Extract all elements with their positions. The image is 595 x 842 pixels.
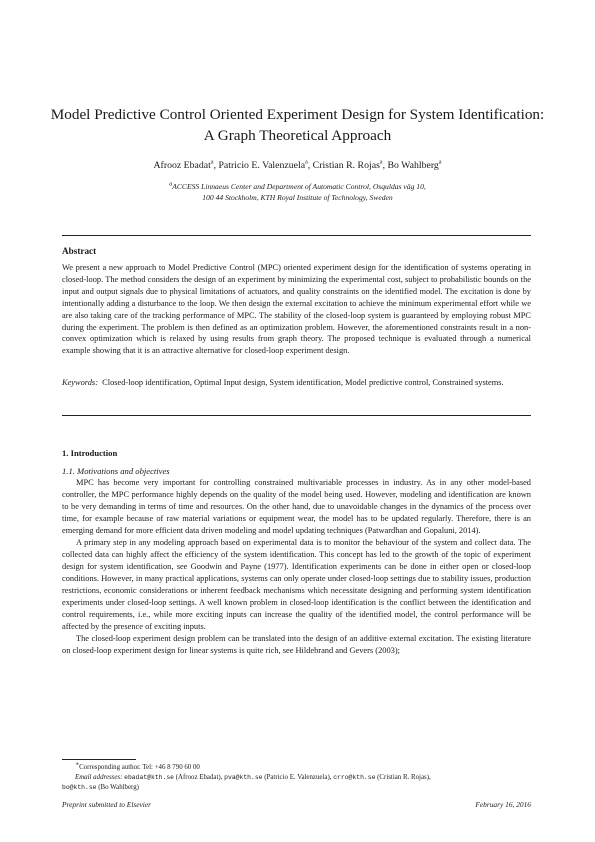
section-body [62,477,531,657]
footer-date: February 16, 2016 [475,800,531,809]
paper-title-line-2: A Graph Theoretical Approach [203,127,392,144]
section-heading: 1. Introduction [62,448,118,458]
abstract-bottom-rule [62,415,531,416]
keywords-text: Closed-loop identification, Optimal Input design, System identification, Model predictive control, Constrained systems. [102,378,504,387]
abstract-heading: Abstract [62,246,97,256]
author-affiliation-mark: a [305,159,308,166]
body-paragraph: The closed-loop experiment design problem can be translated into the design of an additive external excitation. The existing literature on closed-loop experiment design for linear systems is quite rich, see Hildebrand and Gevers (2003); [62,634,531,655]
author-name: Patricio E. Valenzuela [218,160,306,171]
body-paragraph: A primary step in any modeling approach based on experimental data is to monitor the behaviour of the system and collect data. The collected data can highly affect the efficiency of the system identification. This concept has led to the growth of the topic of experiment design for system identification, see Goodwin and Payne (1977). Identification experiments can be done in either open or closed-loop conditions. However, in many practical applications, systems can only operate under closed-loop settings due to stability issues, production restrictions, economic considerations or inherent feedback mechanisms which necessitate designing and performing system identification experiments under closed-loop settings. A well known problem in closed-loop identification is the conflict between the identification and control requirements, i.e., while more exciting inputs can increase the quality of the identified model, the control performance will be affected by the presence of exciting inputs. [62,538,531,631]
paper-title [40,104,555,146]
keywords [62,377,531,389]
footer-left: Preprint submitted to Elsevier [62,800,152,809]
email-owner: (Cristian R. Rojas), [377,773,431,781]
corresponding-author-note: ∗Corresponding author. Tel: +46 8 790 60 00 [75,761,200,771]
email-addresses [62,773,531,783]
email-addresses-continued [62,784,139,791]
author-affiliation-mark: a [210,159,214,166]
author-name: Afrooz Ebadat [153,160,211,171]
footnote-mark: ∗ [75,761,80,768]
author-list: Afrooz Ebadat$^a$, Patricio E. Valenzuela$^a$, Cristian R. Rojas$^a$, Bo Wahlberg$^a$ [153,159,442,171]
subsection-heading: 1.1. Motivations and objectives [62,466,170,476]
email-link[interactable]: bo@kth.se [62,783,97,791]
email-owner: (Afrooz Ebadat), [175,773,223,781]
keywords-label: Keywords: [62,378,98,387]
email-link[interactable]: ebadat@kth.se [124,773,174,781]
affiliation [40,181,555,203]
email-owner: (Patricio E. Valenzuela), [264,773,332,781]
email-link[interactable]: pva@kth.se [224,773,263,781]
email-label: Email addresses: [75,773,123,781]
abstract-top-rule [62,235,531,236]
footnote-rule [62,759,136,760]
author-affiliation-mark: a [379,159,383,166]
affiliation-line-2: 100 44 Stockholm, KTH Royal Institute of Technology, Sweden [202,193,393,202]
affiliation-mark: a [169,181,173,188]
paper-title-line-1: Model Predictive Control Oriented Experiment Design for System Identification: [50,106,545,123]
author-affiliation-mark: a [438,159,442,166]
body-paragraph: MPC has become very important for controlling constrained multivariable processes in industry. As in any other model-based controller, the MPC performance highly depends on the quality of the model being used. However, modeling and identification are known to be very demanding in terms of time and resources. On the other hand, due to unavoidable changes in the dynamics of the process over time, for example because of raw material variations or equipment wear, the model has to be updated regularly. Therefore, there is an emerging demand for more efficient data driven modeling and model updating techniques (Patwardhan and Gopaluni, 2014). [62,478,531,535]
abstract-text: We present a new approach to Model Predictive Control (MPC) oriented experiment design for the identification of systems operating in closed-loop. The method considers the design of an experiment by minimizing the experimental cost, subject to probabilistic bounds on the input and output signals due to physical limitations of actuators, and quality constraints on the identified model. The excitation is done by intentionally adding a disturbance to the loop. We then design the external excitation to achieve the minimum experimental effort while we are also taking care of the tracking performance of MPC. The stability of the closed-loop system is guaranteed by employing robust MPC during the experiment. The problem is then defined as an optimization problem. However, the aforementioned constraints result in a non-convex optimization which is relaxed by using results from graph theory. The proposed technique is evaluated through a numerical example showing that it is an attractive alternative for closed-loop experiment design. [62,263,531,356]
email-owner: (Bo Wahlberg) [98,783,139,791]
affiliation-line-1: ACCESS Linnaeus Center and Department of Automatic Control, Osquldas väg 10, [172,182,426,191]
email-link[interactable]: crro@kth.se [333,773,376,781]
footnote [62,763,531,792]
author-name: Bo Wahlberg [387,160,439,171]
author-name: Cristian R. Rojas [312,160,380,171]
